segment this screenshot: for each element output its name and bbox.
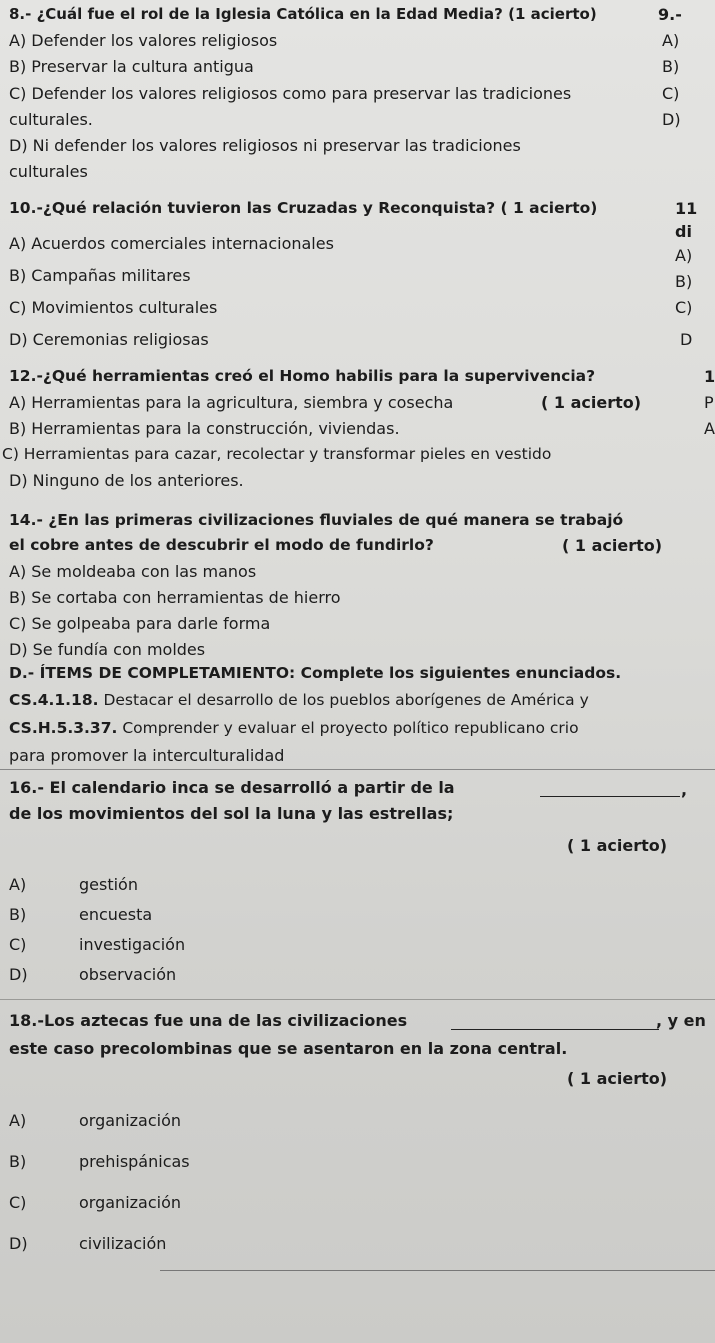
q12-question: 12.-¿Qué herramientas creó el Homo habilis para la supervivencia?	[9, 367, 596, 385]
q10-option-b: B) Campañas militares	[9, 266, 191, 285]
q12-option-b: B) Herramientas para la construcción, viviendas.	[9, 419, 400, 438]
q11-text-fragment: di	[675, 222, 692, 241]
q18-option-b: prehispánicas	[79, 1152, 190, 1171]
q16-option-b-letter: B)	[9, 905, 27, 924]
q9-option-b: B)	[662, 57, 680, 76]
q11-number: 11	[675, 199, 698, 218]
q8-option-b: B) Preservar la cultura antigua	[9, 57, 254, 76]
q9-number: 9.-	[658, 5, 682, 24]
divider	[0, 769, 715, 770]
q12-score: ( 1 acierto)	[541, 393, 642, 412]
divider	[160, 1270, 715, 1271]
q11-option-c: C)	[675, 298, 693, 317]
section-d-title: D.- ÍTEMS DE COMPLETAMIENTO: Complete los siguientes enunciados.	[9, 664, 622, 682]
q18-line2: este caso precolombinas que se asentaron en la zona central.	[9, 1039, 568, 1058]
q10-option-a: A) Acuerdos comerciales internacionales	[9, 234, 334, 253]
q18-option-d: civilización	[79, 1234, 167, 1253]
q18-option-b-letter: B)	[9, 1152, 27, 1171]
q11-option-d: D	[680, 330, 693, 349]
q8-option-c: C) Defender los valores religiosos como para preservar las tradiciones	[9, 84, 572, 103]
q16-option-c-letter: C)	[9, 935, 27, 954]
q16-answer-blank	[540, 796, 680, 797]
q12-option-a: A) Herramientas para la agricultura, siembra y cosecha	[9, 393, 454, 412]
q18-option-a: organización	[79, 1111, 182, 1130]
q8-option-a: A) Defender los valores religiosos	[9, 31, 278, 50]
q12-option-c: C) Herramientas para cazar, recolectar y transformar pieles en vestido	[2, 445, 552, 463]
q8-option-c-cont: culturales.	[9, 110, 93, 129]
q16-option-d-letter: D)	[9, 965, 28, 984]
q13-number: 1	[704, 367, 715, 386]
q14-question: 14.- ¿En las primeras civilizaciones fluviales de qué manera se trabajó	[9, 511, 624, 529]
q13-fragment-p: P	[704, 393, 714, 412]
skill-cs1	[9, 691, 589, 709]
skill-cs2-text: Comprender y evaluar el proyecto político republicano crio	[117, 719, 579, 737]
q14-option-b: B) Se cortaba con herramientas de hierro	[9, 588, 341, 607]
q18-option-a-letter: A)	[9, 1111, 27, 1130]
q16-comma: ,	[681, 780, 688, 799]
q11-option-a: A)	[675, 246, 693, 265]
q18-line1: 18.-Los aztecas fue una de las civilizaciones	[9, 1011, 408, 1030]
q8-option-d-cont: culturales	[9, 162, 88, 181]
q9-option-a: A)	[662, 31, 680, 50]
q14-option-a: A) Se moldeaba con las manos	[9, 562, 257, 581]
q16-option-a: gestión	[79, 875, 138, 894]
q14-question-cont: el cobre antes de descubrir el modo de fundirlo?	[9, 536, 434, 554]
skill-cs2	[9, 719, 579, 737]
q16-line2: de los movimientos del sol la luna y las estrellas;	[9, 804, 454, 823]
q18-score: ( 1 acierto)	[567, 1069, 668, 1088]
q16-option-a-letter: A)	[9, 875, 27, 894]
q10-question: 10.-¿Qué relación tuvieron las Cruzadas y Reconquista? ( 1 acierto)	[9, 199, 598, 217]
q13-fragment-a: A	[704, 419, 715, 438]
q14-option-c: C) Se golpeaba para darle forma	[9, 614, 271, 633]
q9-option-d: D)	[662, 110, 681, 129]
q8-question: 8.- ¿Cuál fue el rol de la Iglesia Católica en la Edad Media? (1 acierto)	[9, 5, 597, 23]
q16-line1: 16.- El calendario inca se desarrolló a partir de la	[9, 778, 455, 797]
q18-answer-blank	[451, 1029, 659, 1030]
q11-option-b: B)	[675, 272, 693, 291]
q16-option-b: encuesta	[79, 905, 153, 924]
q18-option-c-letter: C)	[9, 1193, 27, 1212]
q9-option-c: C)	[662, 84, 680, 103]
q10-option-c: C) Movimientos culturales	[9, 298, 218, 317]
q14-score: ( 1 acierto)	[562, 536, 663, 555]
skill-cs2-cont: para promover la interculturalidad	[9, 746, 285, 765]
divider	[0, 999, 715, 1000]
q10-option-d: D) Ceremonias religiosas	[9, 330, 209, 349]
q8-option-d: D) Ni defender los valores religiosos ni preservar las tradiciones	[9, 136, 521, 155]
q16-score: ( 1 acierto)	[567, 836, 668, 855]
skill-cs1-text: Destacar el desarrollo de los pueblos aborígenes de América y	[98, 691, 589, 709]
q18-option-d-letter: D)	[9, 1234, 28, 1253]
q16-option-c: investigación	[79, 935, 186, 954]
skill-cs2-code: CS.H.5.3.37.	[9, 719, 118, 737]
q12-option-d: D) Ninguno de los anteriores.	[9, 471, 244, 490]
q14-option-d: D) Se fundía con moldes	[9, 640, 206, 659]
q16-option-d: observación	[79, 965, 177, 984]
skill-cs1-code: CS.4.1.18.	[9, 691, 99, 709]
q18-option-c: organización	[79, 1193, 182, 1212]
q18-tail: , y en	[656, 1011, 706, 1030]
